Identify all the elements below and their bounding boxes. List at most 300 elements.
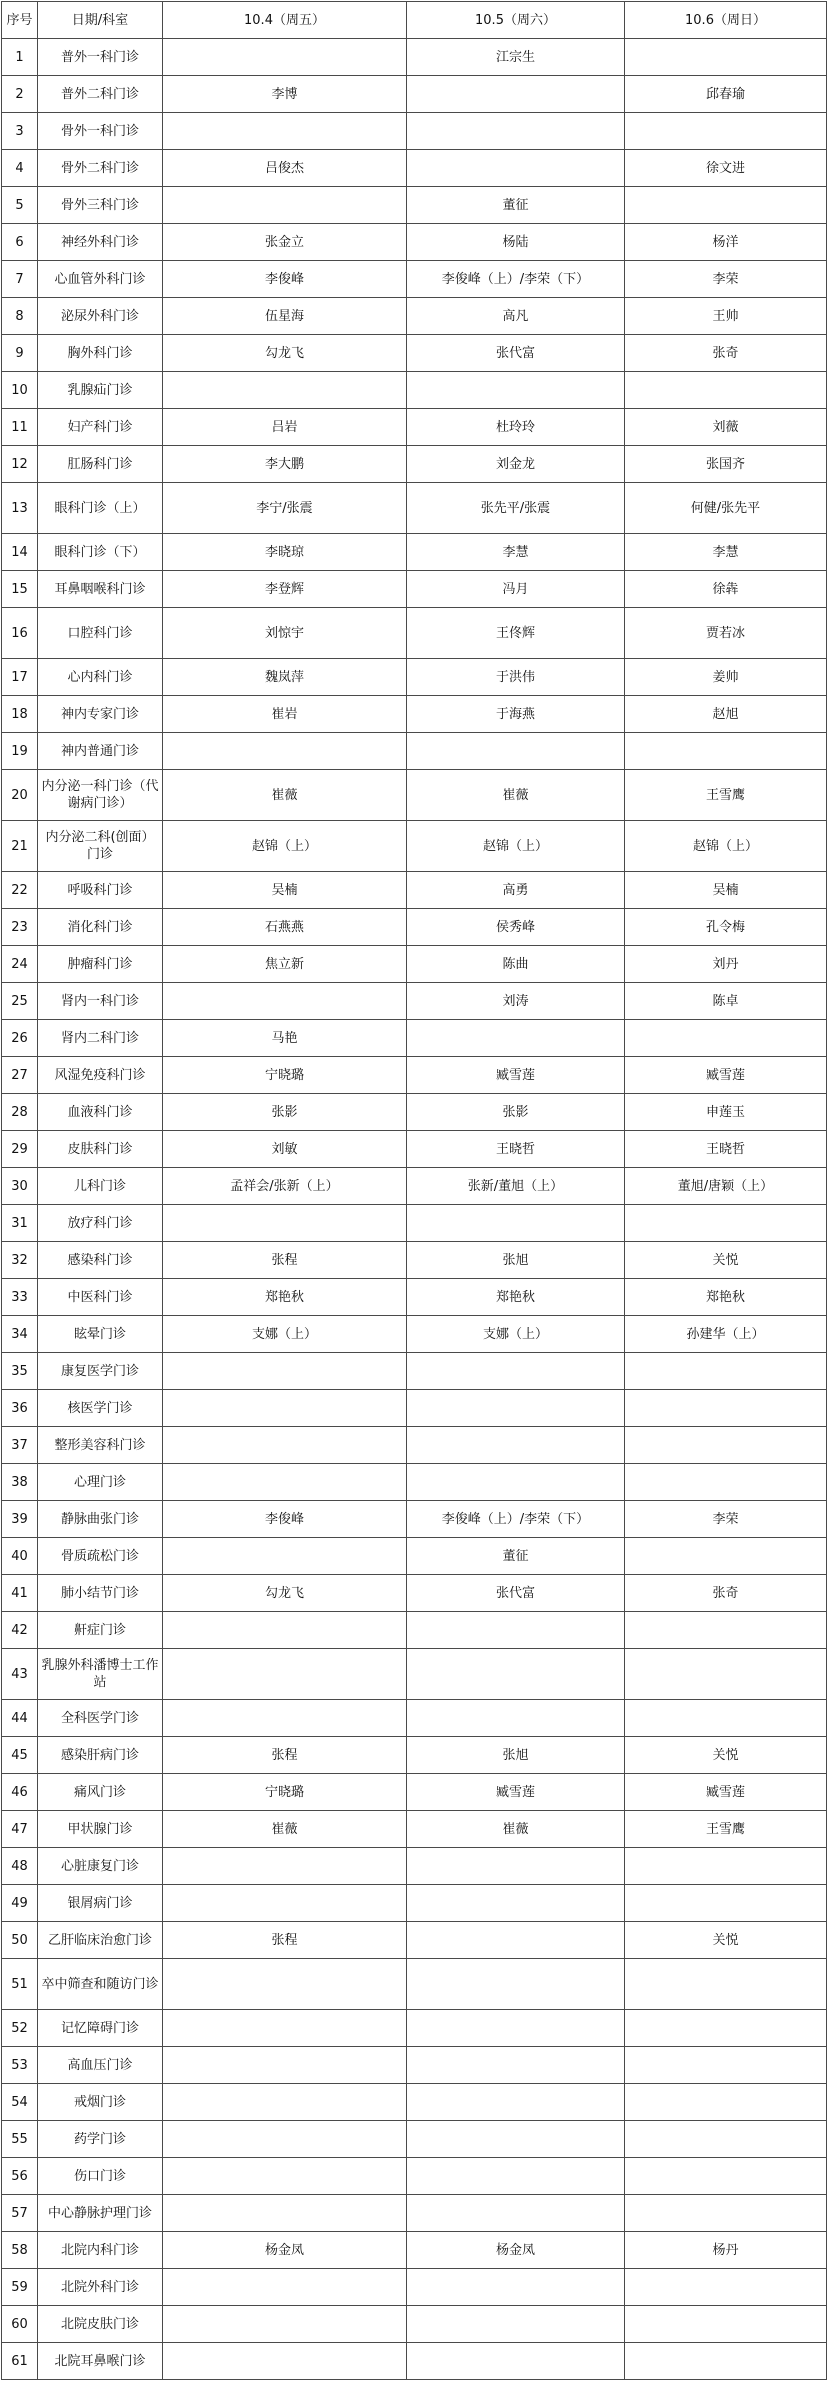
day3-doctor-cell bbox=[625, 1848, 827, 1885]
header-dept: 日期/科室 bbox=[38, 2, 163, 39]
table-row bbox=[2, 2121, 827, 2158]
table-row bbox=[2, 1316, 827, 1353]
department-cell: 伤口门诊 bbox=[38, 2158, 163, 2195]
day1-doctor-cell: 李晓琼 bbox=[163, 534, 407, 571]
day1-doctor-cell bbox=[163, 733, 407, 770]
day3-doctor-cell bbox=[625, 113, 827, 150]
table-row bbox=[2, 2269, 827, 2306]
day3-doctor-cell: 陈卓 bbox=[625, 983, 827, 1020]
department-cell: 肾内一科门诊 bbox=[38, 983, 163, 1020]
table-row bbox=[2, 1922, 827, 1959]
day1-doctor-cell: 魏岚萍 bbox=[163, 659, 407, 696]
day3-doctor-cell bbox=[625, 2158, 827, 2195]
day1-doctor-cell: 李宁/张震 bbox=[163, 483, 407, 534]
department-cell: 内分泌一科门诊（代谢病门诊） bbox=[38, 770, 163, 821]
day2-doctor-cell bbox=[407, 2084, 625, 2121]
day1-doctor-cell bbox=[163, 1205, 407, 1242]
row-number-cell: 61 bbox=[2, 2343, 38, 2380]
day1-doctor-cell bbox=[163, 1612, 407, 1649]
table-row bbox=[2, 1168, 827, 1205]
row-number-cell: 14 bbox=[2, 534, 38, 571]
day1-doctor-cell: 李大鹏 bbox=[163, 446, 407, 483]
day1-doctor-cell bbox=[163, 1464, 407, 1501]
day1-doctor-cell: 吕岩 bbox=[163, 409, 407, 446]
department-cell: 心理门诊 bbox=[38, 1464, 163, 1501]
day2-doctor-cell: 杨陆 bbox=[407, 224, 625, 261]
day1-doctor-cell bbox=[163, 1427, 407, 1464]
row-number-cell: 12 bbox=[2, 446, 38, 483]
table-row bbox=[2, 1649, 827, 1700]
day1-doctor-cell bbox=[163, 1390, 407, 1427]
department-cell: 戒烟门诊 bbox=[38, 2084, 163, 2121]
day2-doctor-cell bbox=[407, 1848, 625, 1885]
header-day2: 10.5（周六） bbox=[407, 2, 625, 39]
day2-doctor-cell: 崔薇 bbox=[407, 1811, 625, 1848]
row-number-cell: 47 bbox=[2, 1811, 38, 1848]
department-cell: 卒中筛查和随访门诊 bbox=[38, 1959, 163, 2010]
table-row bbox=[2, 2158, 827, 2195]
day1-doctor-cell: 张程 bbox=[163, 1922, 407, 1959]
table-row bbox=[2, 608, 827, 659]
day3-doctor-cell: 孙建华（上） bbox=[625, 1316, 827, 1353]
table-row bbox=[2, 1811, 827, 1848]
day3-doctor-cell bbox=[625, 1649, 827, 1700]
day3-doctor-cell: 刘丹 bbox=[625, 946, 827, 983]
day3-doctor-cell bbox=[625, 2010, 827, 2047]
table-row bbox=[2, 2010, 827, 2047]
row-number-cell: 38 bbox=[2, 1464, 38, 1501]
day1-doctor-cell: 伍星海 bbox=[163, 298, 407, 335]
day2-doctor-cell: 江宗生 bbox=[407, 39, 625, 76]
row-number-cell: 22 bbox=[2, 872, 38, 909]
table-row bbox=[2, 1612, 827, 1649]
table-row bbox=[2, 1427, 827, 1464]
row-number-cell: 7 bbox=[2, 261, 38, 298]
table-row bbox=[2, 571, 827, 608]
day2-doctor-cell: 张影 bbox=[407, 1094, 625, 1131]
day3-doctor-cell bbox=[625, 39, 827, 76]
table-row bbox=[2, 1094, 827, 1131]
day2-doctor-cell bbox=[407, 733, 625, 770]
day3-doctor-cell: 杨丹 bbox=[625, 2232, 827, 2269]
day2-doctor-cell: 侯秀峰 bbox=[407, 909, 625, 946]
row-number-cell: 43 bbox=[2, 1649, 38, 1700]
day2-doctor-cell: 支娜（上） bbox=[407, 1316, 625, 1353]
day2-doctor-cell: 张代富 bbox=[407, 335, 625, 372]
row-number-cell: 37 bbox=[2, 1427, 38, 1464]
day2-doctor-cell bbox=[407, 1353, 625, 1390]
day3-doctor-cell: 李荣 bbox=[625, 261, 827, 298]
day2-doctor-cell: 赵锦（上） bbox=[407, 821, 625, 872]
table-row bbox=[2, 2084, 827, 2121]
day3-doctor-cell: 郑艳秋 bbox=[625, 1279, 827, 1316]
day2-doctor-cell: 冯月 bbox=[407, 571, 625, 608]
day2-doctor-cell bbox=[407, 2195, 625, 2232]
table-row bbox=[2, 659, 827, 696]
day1-doctor-cell bbox=[163, 2047, 407, 2084]
day3-doctor-cell: 杨洋 bbox=[625, 224, 827, 261]
table-row bbox=[2, 534, 827, 571]
day2-doctor-cell: 张旭 bbox=[407, 1242, 625, 1279]
department-cell: 神经外科门诊 bbox=[38, 224, 163, 261]
department-cell: 呼吸科门诊 bbox=[38, 872, 163, 909]
department-cell: 北院耳鼻喉门诊 bbox=[38, 2343, 163, 2380]
day2-doctor-cell: 陈曲 bbox=[407, 946, 625, 983]
table-row bbox=[2, 983, 827, 1020]
row-number-cell: 54 bbox=[2, 2084, 38, 2121]
day3-doctor-cell bbox=[625, 1959, 827, 2010]
day3-doctor-cell: 徐犇 bbox=[625, 571, 827, 608]
table-row bbox=[2, 872, 827, 909]
row-number-cell: 26 bbox=[2, 1020, 38, 1057]
table-row bbox=[2, 1279, 827, 1316]
department-cell: 乳腺外科潘博士工作站 bbox=[38, 1649, 163, 1700]
department-cell: 肿瘤科门诊 bbox=[38, 946, 163, 983]
row-number-cell: 1 bbox=[2, 39, 38, 76]
day2-doctor-cell bbox=[407, 1020, 625, 1057]
table-row bbox=[2, 1848, 827, 1885]
table-row bbox=[2, 1885, 827, 1922]
day2-doctor-cell: 高凡 bbox=[407, 298, 625, 335]
day3-doctor-cell: 臧雪莲 bbox=[625, 1057, 827, 1094]
day1-doctor-cell: 崔薇 bbox=[163, 770, 407, 821]
row-number-cell: 60 bbox=[2, 2306, 38, 2343]
day3-doctor-cell: 贾若冰 bbox=[625, 608, 827, 659]
day2-doctor-cell bbox=[407, 1922, 625, 1959]
row-number-cell: 3 bbox=[2, 113, 38, 150]
day1-doctor-cell bbox=[163, 1885, 407, 1922]
day3-doctor-cell bbox=[625, 1353, 827, 1390]
table-row bbox=[2, 113, 827, 150]
row-number-cell: 56 bbox=[2, 2158, 38, 2195]
department-cell: 骨质疏松门诊 bbox=[38, 1538, 163, 1575]
day3-doctor-cell bbox=[625, 1885, 827, 1922]
table-row bbox=[2, 298, 827, 335]
department-cell: 肾内二科门诊 bbox=[38, 1020, 163, 1057]
day1-doctor-cell bbox=[163, 113, 407, 150]
table-row bbox=[2, 1057, 827, 1094]
table-row bbox=[2, 76, 827, 113]
day3-doctor-cell bbox=[625, 1612, 827, 1649]
day3-doctor-cell: 关悦 bbox=[625, 1737, 827, 1774]
day3-doctor-cell: 申莲玉 bbox=[625, 1094, 827, 1131]
day3-doctor-cell: 张国齐 bbox=[625, 446, 827, 483]
day1-doctor-cell: 张影 bbox=[163, 1094, 407, 1131]
day2-doctor-cell bbox=[407, 2158, 625, 2195]
day3-doctor-cell bbox=[625, 2084, 827, 2121]
row-number-cell: 13 bbox=[2, 483, 38, 534]
row-number-cell: 31 bbox=[2, 1205, 38, 1242]
day2-doctor-cell bbox=[407, 1464, 625, 1501]
department-cell: 甲状腺门诊 bbox=[38, 1811, 163, 1848]
day3-doctor-cell: 李荣 bbox=[625, 1501, 827, 1538]
department-cell: 胸外科门诊 bbox=[38, 335, 163, 372]
day2-doctor-cell bbox=[407, 2010, 625, 2047]
day1-doctor-cell: 崔岩 bbox=[163, 696, 407, 733]
day1-doctor-cell: 张金立 bbox=[163, 224, 407, 261]
row-number-cell: 4 bbox=[2, 150, 38, 187]
day1-doctor-cell: 宁晓璐 bbox=[163, 1774, 407, 1811]
department-cell: 感染科门诊 bbox=[38, 1242, 163, 1279]
day2-doctor-cell: 杨金凤 bbox=[407, 2232, 625, 2269]
table-row bbox=[2, 1390, 827, 1427]
day1-doctor-cell bbox=[163, 2121, 407, 2158]
day1-doctor-cell bbox=[163, 2269, 407, 2306]
table-row bbox=[2, 446, 827, 483]
day2-doctor-cell: 高勇 bbox=[407, 872, 625, 909]
day3-doctor-cell bbox=[625, 1020, 827, 1057]
day3-doctor-cell: 李慧 bbox=[625, 534, 827, 571]
row-number-cell: 57 bbox=[2, 2195, 38, 2232]
day1-doctor-cell: 赵锦（上） bbox=[163, 821, 407, 872]
row-number-cell: 6 bbox=[2, 224, 38, 261]
table-row bbox=[2, 187, 827, 224]
row-number-cell: 42 bbox=[2, 1612, 38, 1649]
day1-doctor-cell: 马艳 bbox=[163, 1020, 407, 1057]
day1-doctor-cell bbox=[163, 2010, 407, 2047]
row-number-cell: 32 bbox=[2, 1242, 38, 1279]
day2-doctor-cell: 臧雪莲 bbox=[407, 1057, 625, 1094]
day1-doctor-cell: 吕俊杰 bbox=[163, 150, 407, 187]
day2-doctor-cell: 董征 bbox=[407, 1538, 625, 1575]
department-cell: 静脉曲张门诊 bbox=[38, 1501, 163, 1538]
table-row bbox=[2, 1205, 827, 1242]
day1-doctor-cell bbox=[163, 1959, 407, 2010]
day2-doctor-cell bbox=[407, 2269, 625, 2306]
day2-doctor-cell bbox=[407, 1390, 625, 1427]
department-cell: 眼科门诊（上） bbox=[38, 483, 163, 534]
day2-doctor-cell bbox=[407, 2343, 625, 2380]
day2-doctor-cell bbox=[407, 2306, 625, 2343]
day2-doctor-cell bbox=[407, 1427, 625, 1464]
table-row bbox=[2, 150, 827, 187]
day2-doctor-cell: 于洪伟 bbox=[407, 659, 625, 696]
department-cell: 记忆障碍门诊 bbox=[38, 2010, 163, 2047]
table-row bbox=[2, 1501, 827, 1538]
row-number-cell: 51 bbox=[2, 1959, 38, 2010]
department-cell: 眩晕门诊 bbox=[38, 1316, 163, 1353]
department-cell: 中医科门诊 bbox=[38, 1279, 163, 1316]
day1-doctor-cell: 李俊峰 bbox=[163, 261, 407, 298]
department-cell: 心脏康复门诊 bbox=[38, 1848, 163, 1885]
day2-doctor-cell bbox=[407, 1959, 625, 2010]
day3-doctor-cell: 孔令梅 bbox=[625, 909, 827, 946]
table-row bbox=[2, 2306, 827, 2343]
row-number-cell: 53 bbox=[2, 2047, 38, 2084]
day2-doctor-cell: 张旭 bbox=[407, 1737, 625, 1774]
day3-doctor-cell: 赵旭 bbox=[625, 696, 827, 733]
day1-doctor-cell: 刘惊宇 bbox=[163, 608, 407, 659]
department-cell: 痛风门诊 bbox=[38, 1774, 163, 1811]
department-cell: 核医学门诊 bbox=[38, 1390, 163, 1427]
department-cell: 泌尿外科门诊 bbox=[38, 298, 163, 335]
row-number-cell: 44 bbox=[2, 1700, 38, 1737]
day1-doctor-cell: 张程 bbox=[163, 1737, 407, 1774]
department-cell: 药学门诊 bbox=[38, 2121, 163, 2158]
row-number-cell: 10 bbox=[2, 372, 38, 409]
table-row bbox=[2, 733, 827, 770]
table-row bbox=[2, 224, 827, 261]
table-row bbox=[2, 1575, 827, 1612]
department-cell: 感染肝病门诊 bbox=[38, 1737, 163, 1774]
day2-doctor-cell bbox=[407, 113, 625, 150]
department-cell: 心血管外科门诊 bbox=[38, 261, 163, 298]
table-row bbox=[2, 821, 827, 872]
day1-doctor-cell: 李博 bbox=[163, 76, 407, 113]
day3-doctor-cell: 王雪鹰 bbox=[625, 770, 827, 821]
header-day1: 10.4（周五） bbox=[163, 2, 407, 39]
day3-doctor-cell: 刘薇 bbox=[625, 409, 827, 446]
table-row bbox=[2, 261, 827, 298]
department-cell: 妇产科门诊 bbox=[38, 409, 163, 446]
department-cell: 耳鼻咽喉科门诊 bbox=[38, 571, 163, 608]
department-cell: 儿科门诊 bbox=[38, 1168, 163, 1205]
day3-doctor-cell bbox=[625, 1700, 827, 1737]
day3-doctor-cell bbox=[625, 2306, 827, 2343]
day2-doctor-cell: 郑艳秋 bbox=[407, 1279, 625, 1316]
day2-doctor-cell: 李俊峰（上）/李荣（下） bbox=[407, 1501, 625, 1538]
row-number-cell: 20 bbox=[2, 770, 38, 821]
day3-doctor-cell bbox=[625, 1390, 827, 1427]
day1-doctor-cell bbox=[163, 1538, 407, 1575]
table-row bbox=[2, 1464, 827, 1501]
row-number-cell: 33 bbox=[2, 1279, 38, 1316]
header-no: 序号 bbox=[2, 2, 38, 39]
table-row bbox=[2, 1353, 827, 1390]
department-cell: 皮肤科门诊 bbox=[38, 1131, 163, 1168]
department-cell: 心内科门诊 bbox=[38, 659, 163, 696]
day2-doctor-cell: 李俊峰（上）/李荣（下） bbox=[407, 261, 625, 298]
day1-doctor-cell bbox=[163, 2158, 407, 2195]
table-row bbox=[2, 1020, 827, 1057]
day1-doctor-cell bbox=[163, 2195, 407, 2232]
day2-doctor-cell bbox=[407, 1612, 625, 1649]
day2-doctor-cell bbox=[407, 1885, 625, 1922]
day1-doctor-cell bbox=[163, 1848, 407, 1885]
day3-doctor-cell: 王雪鹰 bbox=[625, 1811, 827, 1848]
department-cell: 神内普通门诊 bbox=[38, 733, 163, 770]
department-cell: 神内专家门诊 bbox=[38, 696, 163, 733]
day2-doctor-cell bbox=[407, 1649, 625, 1700]
row-number-cell: 11 bbox=[2, 409, 38, 446]
day1-doctor-cell: 石燕燕 bbox=[163, 909, 407, 946]
table-row bbox=[2, 1959, 827, 2010]
day3-doctor-cell bbox=[625, 2047, 827, 2084]
department-cell: 全科医学门诊 bbox=[38, 1700, 163, 1737]
department-cell: 普外二科门诊 bbox=[38, 76, 163, 113]
day3-doctor-cell bbox=[625, 1427, 827, 1464]
row-number-cell: 8 bbox=[2, 298, 38, 335]
day2-doctor-cell: 于海燕 bbox=[407, 696, 625, 733]
day2-doctor-cell bbox=[407, 2121, 625, 2158]
table-row bbox=[2, 335, 827, 372]
day1-doctor-cell: 支娜（上） bbox=[163, 1316, 407, 1353]
day3-doctor-cell: 徐文进 bbox=[625, 150, 827, 187]
table-row bbox=[2, 2343, 827, 2380]
day3-doctor-cell: 董旭/唐颖（上） bbox=[625, 1168, 827, 1205]
day1-doctor-cell: 焦立新 bbox=[163, 946, 407, 983]
row-number-cell: 17 bbox=[2, 659, 38, 696]
department-cell: 中心静脉护理门诊 bbox=[38, 2195, 163, 2232]
table-row bbox=[2, 483, 827, 534]
department-cell: 银屑病门诊 bbox=[38, 1885, 163, 1922]
day1-doctor-cell: 宁晓璐 bbox=[163, 1057, 407, 1094]
table-row bbox=[2, 770, 827, 821]
day3-doctor-cell: 邱春瑜 bbox=[625, 76, 827, 113]
department-cell: 风湿免疫科门诊 bbox=[38, 1057, 163, 1094]
day3-doctor-cell: 张奇 bbox=[625, 335, 827, 372]
department-cell: 高血压门诊 bbox=[38, 2047, 163, 2084]
table-row bbox=[2, 409, 827, 446]
table-body bbox=[2, 39, 827, 2380]
day1-doctor-cell: 勾龙飞 bbox=[163, 335, 407, 372]
day2-doctor-cell: 张先平/张震 bbox=[407, 483, 625, 534]
day1-doctor-cell: 李登辉 bbox=[163, 571, 407, 608]
day3-doctor-cell bbox=[625, 187, 827, 224]
schedule-table bbox=[1, 1, 827, 2380]
table-row bbox=[2, 1242, 827, 1279]
table-row bbox=[2, 1700, 827, 1737]
day1-doctor-cell: 张程 bbox=[163, 1242, 407, 1279]
day1-doctor-cell: 崔薇 bbox=[163, 1811, 407, 1848]
table-row bbox=[2, 39, 827, 76]
day3-doctor-cell: 关悦 bbox=[625, 1242, 827, 1279]
row-number-cell: 27 bbox=[2, 1057, 38, 1094]
row-number-cell: 9 bbox=[2, 335, 38, 372]
row-number-cell: 24 bbox=[2, 946, 38, 983]
day3-doctor-cell: 王帅 bbox=[625, 298, 827, 335]
row-number-cell: 48 bbox=[2, 1848, 38, 1885]
day3-doctor-cell: 关悦 bbox=[625, 1922, 827, 1959]
row-number-cell: 23 bbox=[2, 909, 38, 946]
day1-doctor-cell: 李俊峰 bbox=[163, 1501, 407, 1538]
department-cell: 血液科门诊 bbox=[38, 1094, 163, 1131]
row-number-cell: 5 bbox=[2, 187, 38, 224]
department-cell: 整形美容科门诊 bbox=[38, 1427, 163, 1464]
row-number-cell: 29 bbox=[2, 1131, 38, 1168]
day3-doctor-cell bbox=[625, 1538, 827, 1575]
department-cell: 内分泌二科(创面）门诊 bbox=[38, 821, 163, 872]
day3-doctor-cell: 姜帅 bbox=[625, 659, 827, 696]
department-cell: 康复医学门诊 bbox=[38, 1353, 163, 1390]
day1-doctor-cell bbox=[163, 1700, 407, 1737]
row-number-cell: 41 bbox=[2, 1575, 38, 1612]
department-cell: 肛肠科门诊 bbox=[38, 446, 163, 483]
department-cell: 乳腺疝门诊 bbox=[38, 372, 163, 409]
row-number-cell: 46 bbox=[2, 1774, 38, 1811]
day3-doctor-cell bbox=[625, 2343, 827, 2380]
header-day3: 10.6（周日） bbox=[625, 2, 827, 39]
table-row bbox=[2, 2195, 827, 2232]
department-cell: 肺小结节门诊 bbox=[38, 1575, 163, 1612]
row-number-cell: 21 bbox=[2, 821, 38, 872]
day1-doctor-cell bbox=[163, 372, 407, 409]
day1-doctor-cell bbox=[163, 187, 407, 224]
row-number-cell: 52 bbox=[2, 2010, 38, 2047]
row-number-cell: 50 bbox=[2, 1922, 38, 1959]
row-number-cell: 25 bbox=[2, 983, 38, 1020]
day3-doctor-cell bbox=[625, 2195, 827, 2232]
day1-doctor-cell bbox=[163, 39, 407, 76]
row-number-cell: 30 bbox=[2, 1168, 38, 1205]
day3-doctor-cell bbox=[625, 733, 827, 770]
department-cell: 骨外二科门诊 bbox=[38, 150, 163, 187]
day3-doctor-cell: 吴楠 bbox=[625, 872, 827, 909]
department-cell: 鼾症门诊 bbox=[38, 1612, 163, 1649]
day3-doctor-cell bbox=[625, 1464, 827, 1501]
table-row bbox=[2, 696, 827, 733]
row-number-cell: 58 bbox=[2, 2232, 38, 2269]
